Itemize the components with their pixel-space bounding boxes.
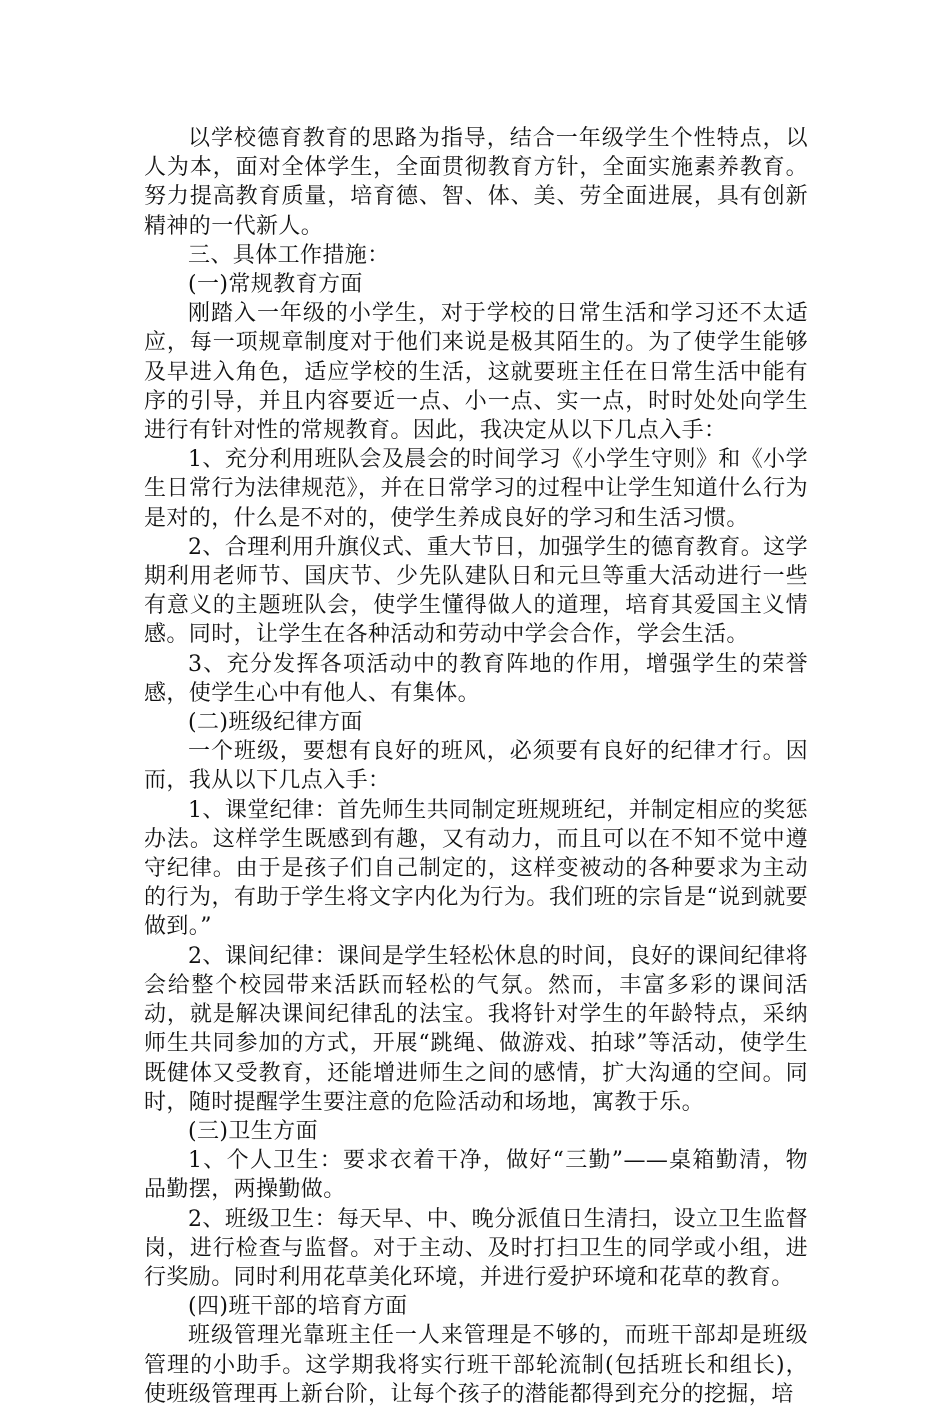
- subheading-routine-education: (一)常规教育方面: [188, 272, 363, 298]
- subheading-class-discipline: (二)班级纪律方面: [188, 710, 363, 736]
- paragraph-routine-item-1: 1、充分利用班队会及晨会的时间学习《小学生守则》和《小学生日常行为法律规范》，并在日常学习的过程中让学生知道什么行为是对的，什么是不对的，使学生养成良好的学习和生活习惯。: [144, 447, 808, 531]
- paragraph-discipline-item-1: 1、课堂纪律：首先师生共同制定班规班纪，并制定相应的奖惩办法。这样学生既感到有趣，又有动力，而且可以在不知不觉中遵守纪律。由于是孩子们自己制定的，这样变被动的各种要求为主动的行为，有助于学生将文字内化为行为。我们班的宗旨是“说到就要做到。”: [144, 797, 808, 940]
- paragraph-cadres-intro: 班级管理光靠班主任一人来管理是不够的，而班干部却是班级管理的小助手。这学期我将实行班干部轮流制(包括班长和组长)，使班级管理再上新台阶，让每个孩子的潜能都得到充分的挖掘，培: [144, 1323, 808, 1407]
- subheading-class-cadres: (四)班干部的培育方面: [188, 1294, 408, 1320]
- paragraph-guiding-idea: 以学校德育教育的思路为指导，结合一年级学生个性特点，以人为本，面对全体学生，全面贯彻教育方针，全面实施素养教育。努力提高教育质量，培育德、智、体、美、劳全面进展，具有创新精神的一代新人。: [144, 126, 808, 239]
- paragraph-hygiene-item-1: 1、个人卫生：要求衣着干净，做好“三勤”——桌箱勤清，物品勤摆，两操勤做。: [144, 1148, 808, 1203]
- paragraph-hygiene-item-2: 2、班级卫生：每天早、中、晚分派值日生清扫，设立卫生监督岗，进行检查与监督。对于主动、及时打扫卫生的同学或小组，进行奖励。同时利用花草美化环境，并进行爱护环境和花草的教育。: [144, 1206, 808, 1290]
- paragraph-routine-item-2: 2、合理利用升旗仪式、重大节日，加强学生的德育教育。这学期利用老师节、国庆节、少先队建队日和元旦等重大活动进行一些有意义的主题班队会，使学生懂得做人的道理，培育其爱国主义情感。同时，让学生在各种活动和劳动中学会合作，学会生活。: [144, 534, 808, 648]
- paragraph-discipline-item-2: 2、课间纪律：课间是学生轻松休息的时间，良好的课间纪律将会给整个校园带来活跃而轻松的气氛。然而，丰富多彩的课间活动，就是解决课间纪律乱的法宝。我将针对学生的年龄特点，采纳师生共同参加的方式，开展“跳绳、做游戏、拍球”等活动，使学生既健体又受教育，还能增进师生之间的感情，扩大沟通的空间。同时，随时提醒学生要注意的危险活动和场地，寓教于乐。: [144, 943, 808, 1115]
- paragraph-discipline-intro: 一个班级，要想有良好的班风，必须要有良好的纪律才行。因而，我从以下几点入手：: [144, 739, 808, 794]
- paragraph-routine-intro: 刚踏入一年级的小学生，对于学校的日常生活和学习还不太适应，每一项规章制度对于他们来说是极其陌生的。为了使学生能够及早进入角色，适应学校的生活，这就要班主任在日常生活中能有序的引导，并且内容要近一点、小一点、实一点，时时处处向学生进行有针对性的常规教育。因此，我决定从以下几点入手：: [144, 301, 808, 444]
- paragraph-routine-item-3: 3、充分发挥各项活动中的教育阵地的作用，增强学生的荣誉感，使学生心中有他人、有集体。: [144, 651, 808, 706]
- section-heading-measures: 三、具体工作措施：: [188, 242, 390, 268]
- subheading-hygiene: (三)卫生方面: [188, 1118, 318, 1144]
- document-page: [144, 124, 808, 1409]
